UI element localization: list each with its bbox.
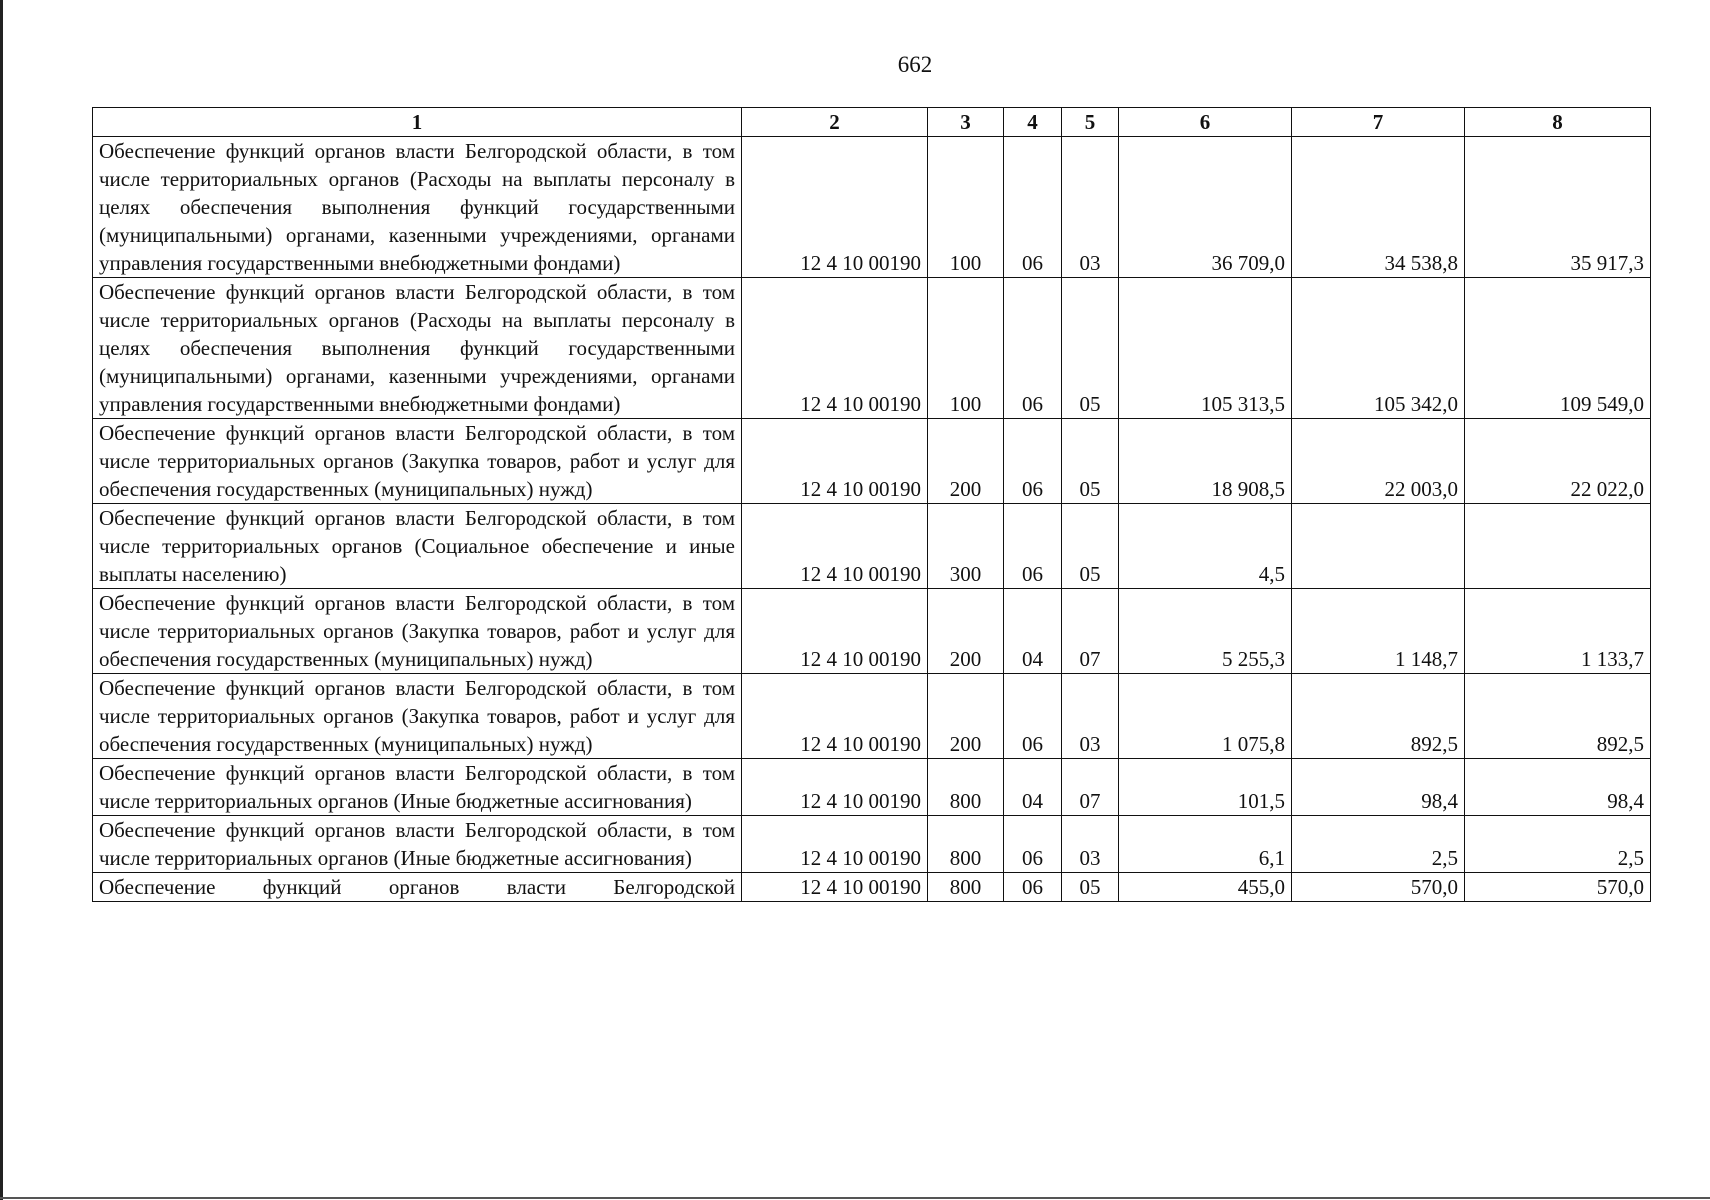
- row-expense-type: 200: [928, 419, 1004, 504]
- row-amount-6: 105 313,5: [1119, 278, 1292, 419]
- table-row: [93, 278, 1651, 419]
- row-section: 06: [1004, 419, 1062, 504]
- row-subsection: 03: [1062, 137, 1119, 278]
- row-amount-7: 892,5: [1292, 674, 1465, 759]
- row-amount-7: 1 148,7: [1292, 589, 1465, 674]
- row-target-code: 12 4 10 00190: [742, 589, 928, 674]
- header-col-6: 6: [1119, 108, 1292, 137]
- budget-table: [92, 107, 1651, 902]
- row-amount-7: 570,0: [1292, 873, 1465, 902]
- table-row: [93, 137, 1651, 278]
- header-col-5: 5: [1062, 108, 1119, 137]
- row-target-code: 12 4 10 00190: [742, 137, 928, 278]
- row-section: 06: [1004, 873, 1062, 902]
- scan-bottom-edge: [0, 1197, 1710, 1199]
- row-amount-7: 105 342,0: [1292, 278, 1465, 419]
- row-amount-6: 4,5: [1119, 504, 1292, 589]
- row-target-code: 12 4 10 00190: [742, 419, 928, 504]
- page-number: 662: [897, 52, 933, 77]
- row-expense-type: 200: [928, 589, 1004, 674]
- row-description: Обеспечение функций органов власти Белгородской области, в том числе территориальных органов (Иные бюджетные ассигнования): [93, 816, 742, 873]
- row-subsection: 05: [1062, 419, 1119, 504]
- row-amount-7: [1292, 504, 1465, 589]
- row-amount-8: 1 133,7: [1465, 589, 1651, 674]
- header-col-8: 8: [1465, 108, 1651, 137]
- row-amount-6: 18 908,5: [1119, 419, 1292, 504]
- row-amount-8: 22 022,0: [1465, 419, 1651, 504]
- row-amount-8: 892,5: [1465, 674, 1651, 759]
- row-expense-type: 300: [928, 504, 1004, 589]
- row-amount-7: 98,4: [1292, 759, 1465, 816]
- budget-table-container: [92, 107, 1651, 902]
- header-col-3: 3: [928, 108, 1004, 137]
- row-section: 06: [1004, 816, 1062, 873]
- row-amount-8: 109 549,0: [1465, 278, 1651, 419]
- row-description: Обеспечение функций органов власти Белгородской области, в том числе территориальных органов (Закупка товаров, работ и услуг для обеспечения государственных (муниципальных) нужд): [93, 589, 742, 674]
- row-expense-type: 800: [928, 816, 1004, 873]
- row-subsection: 03: [1062, 674, 1119, 759]
- row-target-code: 12 4 10 00190: [742, 759, 928, 816]
- row-description: Обеспечение функций органов власти Белгородской: [93, 873, 742, 902]
- row-amount-6: 6,1: [1119, 816, 1292, 873]
- row-subsection: 05: [1062, 278, 1119, 419]
- header-col-4: 4: [1004, 108, 1062, 137]
- row-target-code: 12 4 10 00190: [742, 504, 928, 589]
- row-amount-7: 22 003,0: [1292, 419, 1465, 504]
- row-section: 06: [1004, 674, 1062, 759]
- row-expense-type: 100: [928, 278, 1004, 419]
- scan-left-edge: [0, 0, 3, 1200]
- row-description: Обеспечение функций органов власти Белгородской области, в том числе территориальных органов (Социальное обеспечение и иные выплаты населению): [93, 504, 742, 589]
- table-row: [93, 589, 1651, 674]
- row-description: Обеспечение функций органов власти Белгородской области, в том числе территориальных органов (Расходы на выплаты персоналу в целях обеспечения выполнения функций государственными (муниципальными) органами, казенными учреждениями, органами управления государственными внебюджетными фондами): [93, 278, 742, 419]
- row-target-code: 12 4 10 00190: [742, 278, 928, 419]
- row-subsection: 07: [1062, 589, 1119, 674]
- row-amount-7: 2,5: [1292, 816, 1465, 873]
- row-section: 04: [1004, 759, 1062, 816]
- row-subsection: 05: [1062, 504, 1119, 589]
- row-amount-8: 570,0: [1465, 873, 1651, 902]
- row-amount-8: 2,5: [1465, 816, 1651, 873]
- header-row: [93, 108, 1651, 137]
- row-target-code: 12 4 10 00190: [742, 816, 928, 873]
- row-description: Обеспечение функций органов власти Белгородской области, в том числе территориальных органов (Закупка товаров, работ и услуг для обеспечения государственных (муниципальных) нужд): [93, 674, 742, 759]
- row-amount-8: 35 917,3: [1465, 137, 1651, 278]
- header-col-1: 1: [93, 108, 742, 137]
- row-description: Обеспечение функций органов власти Белгородской области, в том числе территориальных органов (Закупка товаров, работ и услуг для обеспечения государственных (муниципальных) нужд): [93, 419, 742, 504]
- row-amount-6: 1 075,8: [1119, 674, 1292, 759]
- row-subsection: 03: [1062, 816, 1119, 873]
- table-row: [93, 759, 1651, 816]
- table-row: [93, 504, 1651, 589]
- row-expense-type: 200: [928, 674, 1004, 759]
- row-description: Обеспечение функций органов власти Белгородской области, в том числе территориальных органов (Расходы на выплаты персоналу в целях обеспечения выполнения функций государственными (муниципальными) органами, казенными учреждениями, органами управления государственными внебюджетными фондами): [93, 137, 742, 278]
- row-expense-type: 800: [928, 873, 1004, 902]
- row-subsection: 07: [1062, 759, 1119, 816]
- row-target-code: 12 4 10 00190: [742, 674, 928, 759]
- row-section: 06: [1004, 137, 1062, 278]
- row-subsection: 05: [1062, 873, 1119, 902]
- row-amount-8: 98,4: [1465, 759, 1651, 816]
- row-amount-8: [1465, 504, 1651, 589]
- table-row: [93, 873, 1651, 902]
- header-col-2: 2: [742, 108, 928, 137]
- table-row: [93, 419, 1651, 504]
- row-expense-type: 800: [928, 759, 1004, 816]
- table-row: [93, 816, 1651, 873]
- row-description: Обеспечение функций органов власти Белгородской области, в том числе территориальных органов (Иные бюджетные ассигнования): [93, 759, 742, 816]
- row-expense-type: 100: [928, 137, 1004, 278]
- row-section: 06: [1004, 504, 1062, 589]
- row-target-code: 12 4 10 00190: [742, 873, 928, 902]
- row-amount-7: 34 538,8: [1292, 137, 1465, 278]
- header-col-7: 7: [1292, 108, 1465, 137]
- table-row: [93, 674, 1651, 759]
- row-amount-6: 101,5: [1119, 759, 1292, 816]
- row-amount-6: 36 709,0: [1119, 137, 1292, 278]
- row-section: 06: [1004, 278, 1062, 419]
- row-amount-6: 455,0: [1119, 873, 1292, 902]
- row-section: 04: [1004, 589, 1062, 674]
- row-amount-6: 5 255,3: [1119, 589, 1292, 674]
